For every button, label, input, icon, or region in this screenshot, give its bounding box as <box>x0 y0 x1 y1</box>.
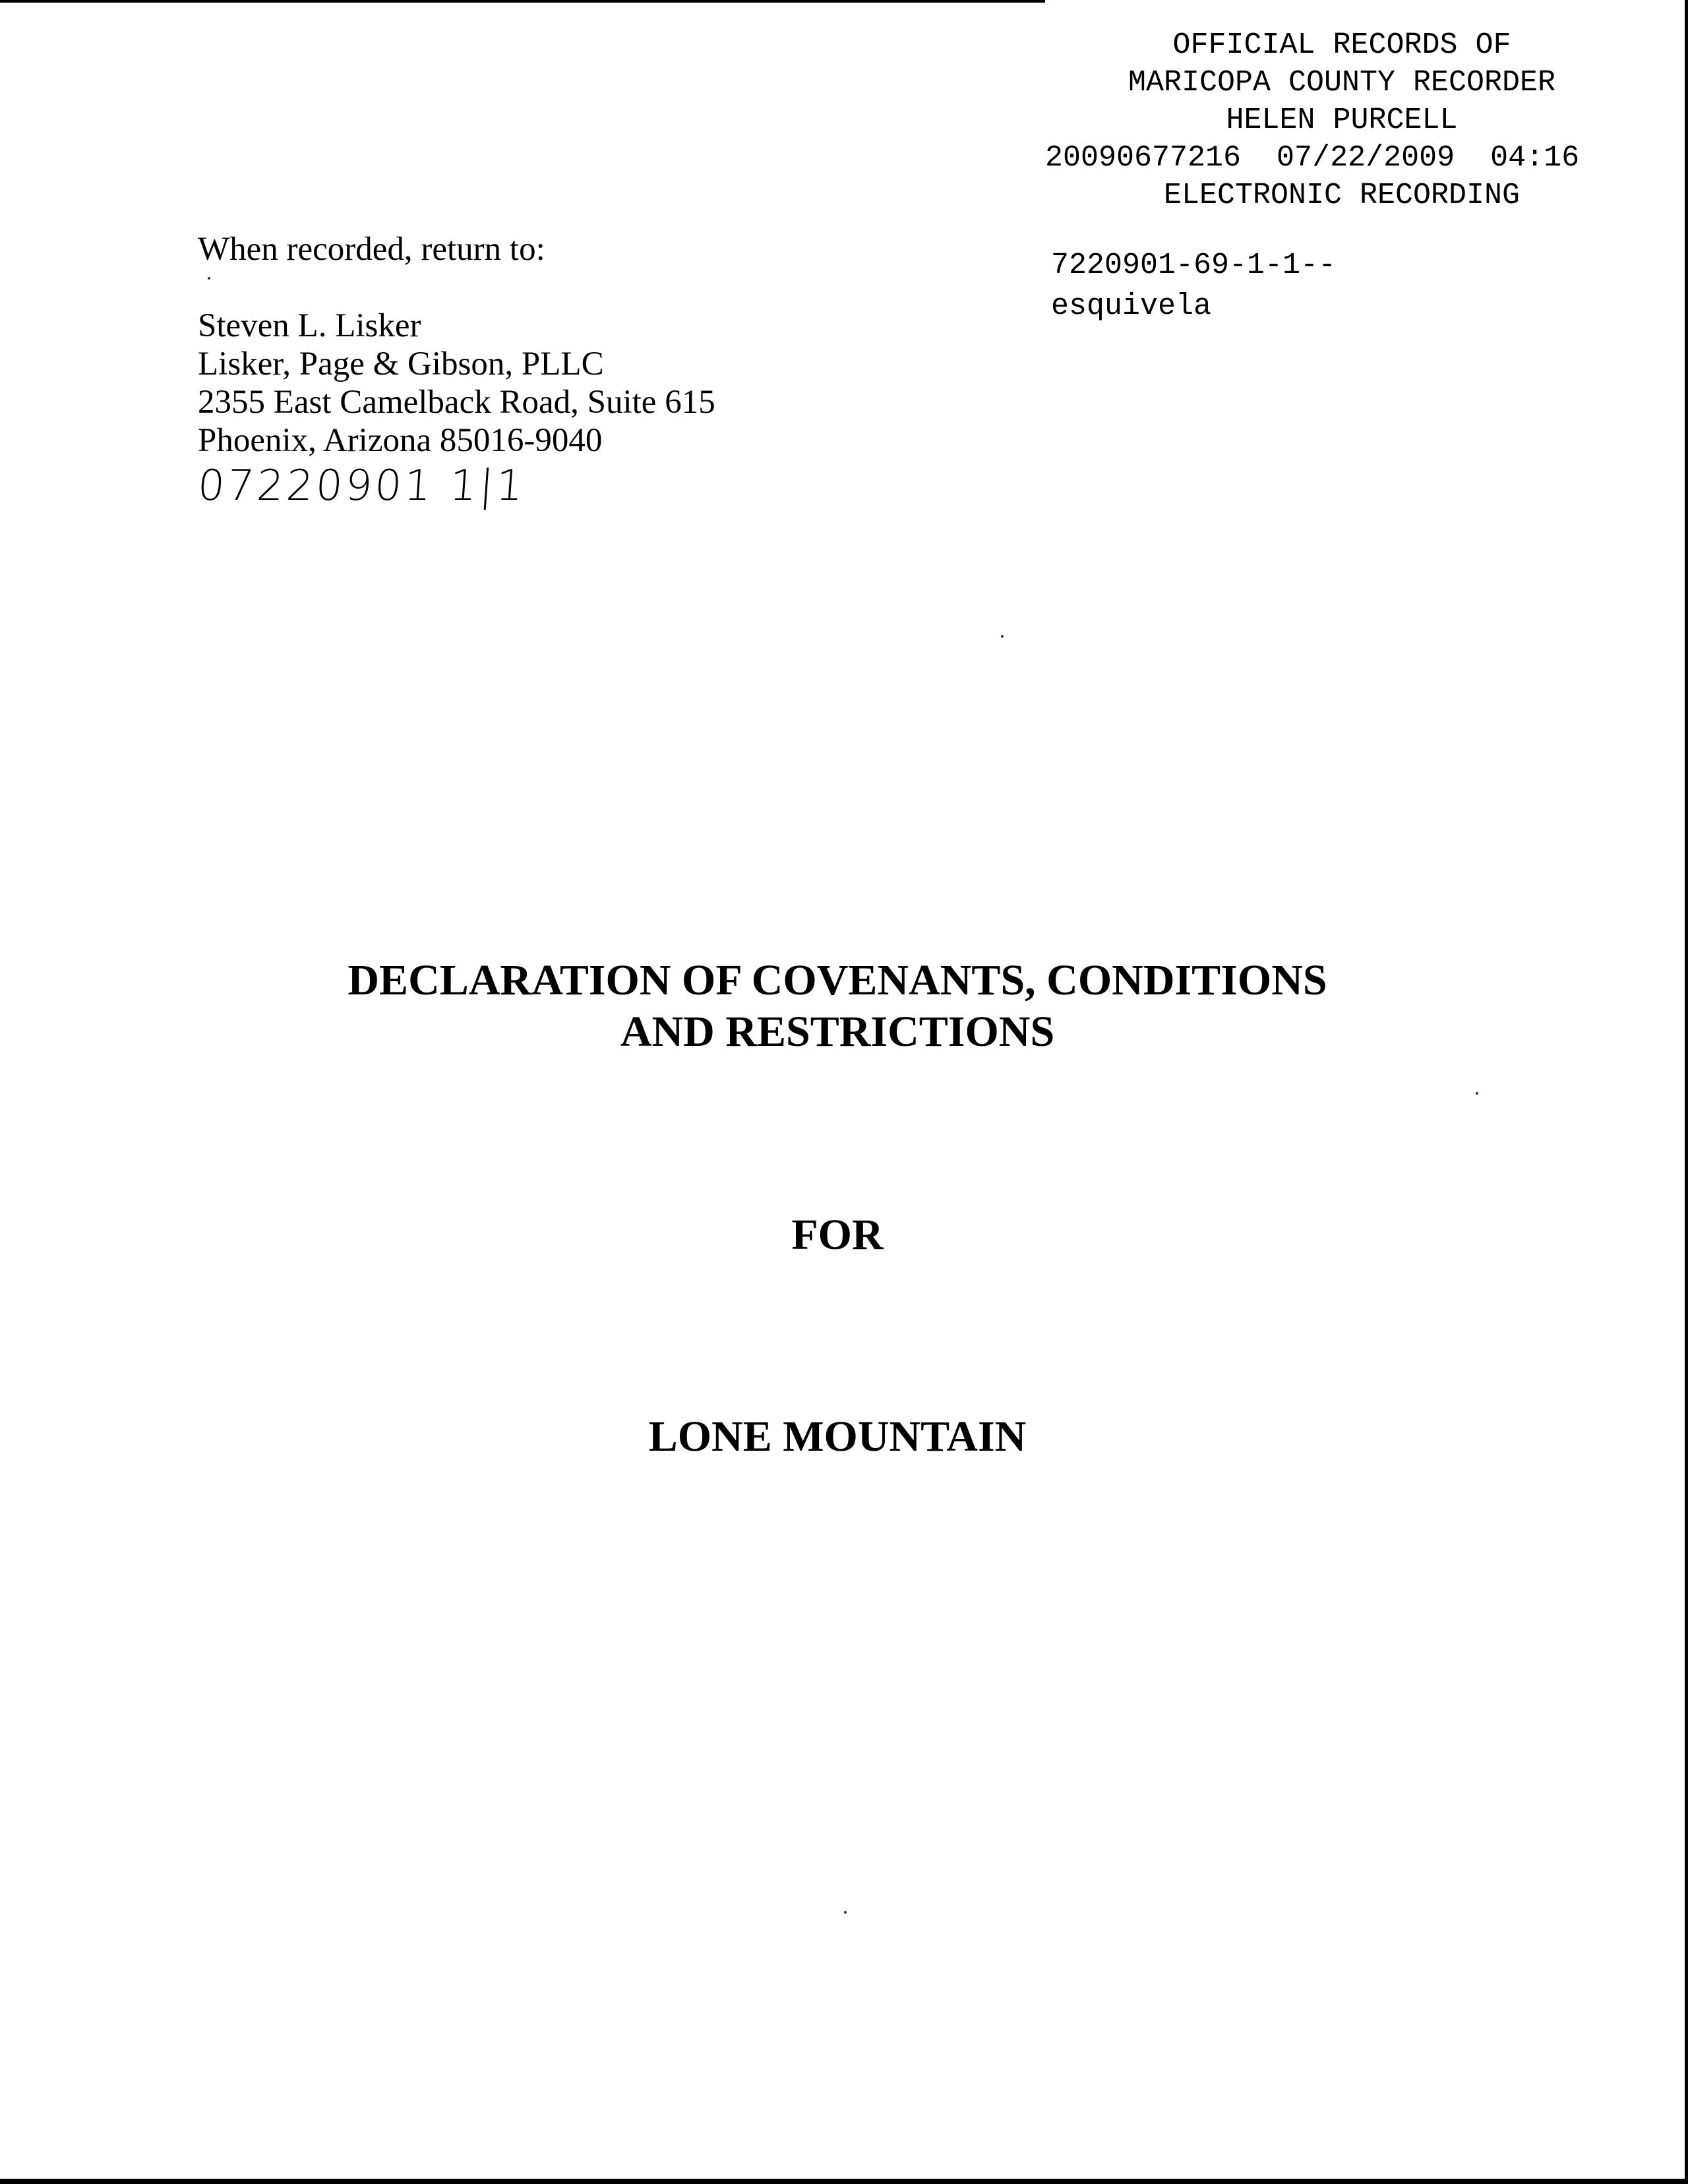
return-city: Phoenix, Arizona 85016-9040 <box>198 422 603 459</box>
recorder-reference-code: 7220901-69-1-1-- <box>1051 249 1337 282</box>
return-address <box>198 307 715 460</box>
scan-border-bottom <box>0 2179 1688 2184</box>
scan-speck <box>1001 635 1004 638</box>
return-street: 2355 East Camelback Road, Suite 615 <box>198 384 715 421</box>
recorder-stamp <box>1045 26 1639 214</box>
stamp-line-county-recorder: MARICOPA COUNTY RECORDER <box>1128 66 1556 100</box>
document-subject-name: LONE MOUNTAIN <box>648 1412 1027 1461</box>
return-firm: Lisker, Page & Gibson, PLLC <box>198 346 604 382</box>
scan-speck <box>208 277 210 280</box>
handwritten-note: 07220901 1|1 <box>196 462 528 510</box>
stamp-line-recorder-name: HELEN PURCELL <box>1226 104 1458 137</box>
stamp-line-official-records: OFFICIAL RECORDS OF <box>1172 28 1511 62</box>
document-title-line-1: DECLARATION OF COVENANTS, CONDITIONS <box>347 956 1327 1004</box>
stamp-line-record-number-date: 20090677216 07/22/2009 04:16 <box>1045 141 1580 175</box>
scan-speck <box>844 1911 847 1914</box>
return-to-label: When recorded, return to: <box>198 231 545 268</box>
scan-border-top <box>0 0 1045 3</box>
scan-border-right <box>1685 0 1688 2184</box>
scan-speck <box>1476 1092 1478 1095</box>
stamp-line-electronic-recording: ELECTRONIC RECORDING <box>1163 179 1521 212</box>
recorder-clerk: esquivela <box>1051 289 1212 323</box>
recorder-reference <box>1051 245 1336 327</box>
document-title-line-2: AND RESTRICTIONS <box>620 1008 1055 1056</box>
document-title <box>0 955 1675 1058</box>
return-name: Steven L. Lisker <box>198 307 421 344</box>
document-for: FOR <box>791 1211 884 1259</box>
